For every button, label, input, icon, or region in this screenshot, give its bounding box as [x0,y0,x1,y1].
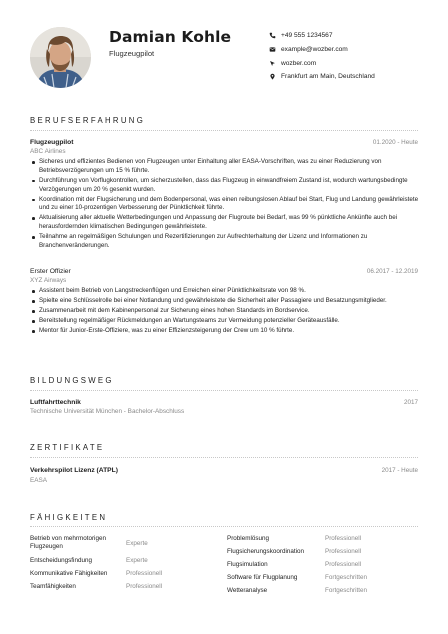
contact-location-text: Frankfurt am Main, Deutschland [281,73,375,81]
education-heading: BILDUNGSWEG [30,376,114,385]
contact-phone[interactable] [268,29,375,43]
skill-name: Problemlösung [227,535,270,542]
job-header [30,139,418,146]
skill-name: Flugsicherungskoordination [227,548,305,555]
job-bullets [30,287,420,337]
certificate-issuer: EASA [30,477,48,484]
experience-heading: BERUFSERFAHRUNG [30,116,146,125]
job-company: XYZ Airways [30,277,67,284]
contact-list [268,29,375,84]
section-divider [30,130,418,131]
contact-website[interactable] [268,56,375,70]
phone-icon [268,32,276,40]
skill-level: Experte [126,557,148,564]
list-item: Durchführung von Vorflugkontrollen, um sicherzustellen, dass das Flugzeug in einwandfreiem Zustand ist, wodurch wartungsbedingte Verzögerungen um 20 % gesenkt wurden. [30,177,420,194]
section-divider [30,526,418,527]
profile-photo [30,27,91,88]
list-item: Assistent beim Betrieb von Langstreckenflügen und Erreichen einer Pünktlichkeitsrate von 98 %. [30,287,420,296]
skill-name: Entscheidungsfindung [30,557,92,564]
certificate-name: Verkehrspilot Lizenz (ATPL) [30,467,118,474]
job-header [30,268,418,275]
skill-name: Betrieb von mehrmotorigen Flugzeugen [30,535,106,551]
certificate-dates: 2017 - Heute [381,467,418,474]
job-dates: 06.2017 - 12.2019 [366,268,418,275]
list-item: Mentor für Junior-Erste-Offiziere, was zu einer Effizienzsteigerung der Crew um 10 % führte. [30,327,420,336]
list-item: Zusammenarbeit mit dem Kabinenpersonal zur Sicherung eines hohen Standards im Bordservice. [30,307,420,316]
candidate-name: Damian Kohle [109,28,232,46]
skill-level: Professionell [126,583,163,590]
email-icon [268,46,276,54]
contact-email[interactable] [268,43,375,57]
job-company: ABC Airlines [30,148,66,155]
section-divider [30,457,418,458]
list-item: Koordination mit der Flugsicherung und dem Bodenpersonal, was einen reibungslosen Ablauf bei Start, Flug und Landung gewährleistete und zu einer 10-prozentigen Verbesserung der Pünktlichkeit führte. [30,196,420,213]
skill-level: Professionell [325,561,362,568]
skill-name: Flugsimulation [227,561,268,568]
candidate-title: Flugzeugpilot [109,49,155,58]
contact-location [268,70,375,84]
skill-level: Fortgeschritten [325,574,367,581]
contact-phone-text: +49 555 1234567 [281,32,333,40]
contact-email-text: example@wozber.com [281,46,348,54]
link-icon [268,59,276,67]
skills-heading: FÄHIGKEITEN [30,513,108,522]
skill-level: Professionell [126,570,163,577]
job-role: Erster Offizier [30,268,71,275]
education-school: Technische Universität München - Bachelor-Abschluss [30,408,185,415]
skill-name: Kommunikative Fähigkeiten [30,570,108,577]
certificates-heading: ZERTIFIKATE [30,443,105,452]
list-item: Sicheres und effizientes Bedienen von Flugzeugen unter Einhaltung aller EASA-Vorschriften, was zu einer Reduzierung von Betriebsverzögerungen um 15 % führte. [30,158,420,175]
list-item: Teilnahme an regelmäßigen Schulungen und Rezertifizierungen zur Aufrechterhaltung der Lizenz und Informationen zu Branchenveränderungen. [30,233,420,250]
skill-level: Professionell [325,535,362,542]
list-item: Spielte eine Schlüsselrolle bei einer Notlandung und gewährleistete die Sicherheit aller Passagiere und Besatzungsmitglieder. [30,297,420,306]
skill-level: Professionell [325,548,362,555]
list-item: Bereitstellung regelmäßiger Rückmeldungen an Wartungsteams zur Vermeidung potenzieller Geräteausfälle. [30,317,420,326]
skill-name: Wetteranalyse [227,587,268,594]
certificate-header [30,467,418,474]
job-role: Flugzeugpilot [30,139,74,146]
skill-name: Teamfähigkeiten [30,583,76,590]
job-bullets [30,158,420,252]
skill-name: Software für Flugplanung [227,574,298,581]
skill-level: Experte [126,540,148,547]
education-degree: Luftfahrttechnik [30,399,81,406]
education-year: 2017 [403,399,418,406]
list-item: Aktualisierung aller aktuelle Wetterbedingungen und Anpassung der Flugroute bei Bedarf, was 99 % pünktliche Ankünfte auch bei herausfordernden klimatischen Bedingungen gewährleistete. [30,214,420,231]
education-header [30,399,418,406]
location-icon [268,73,276,81]
job-dates: 01.2020 - Heute [372,139,418,146]
contact-website-text: wozber.com [281,59,317,67]
skill-level: Fortgeschritten [325,587,367,594]
section-divider [30,390,418,391]
